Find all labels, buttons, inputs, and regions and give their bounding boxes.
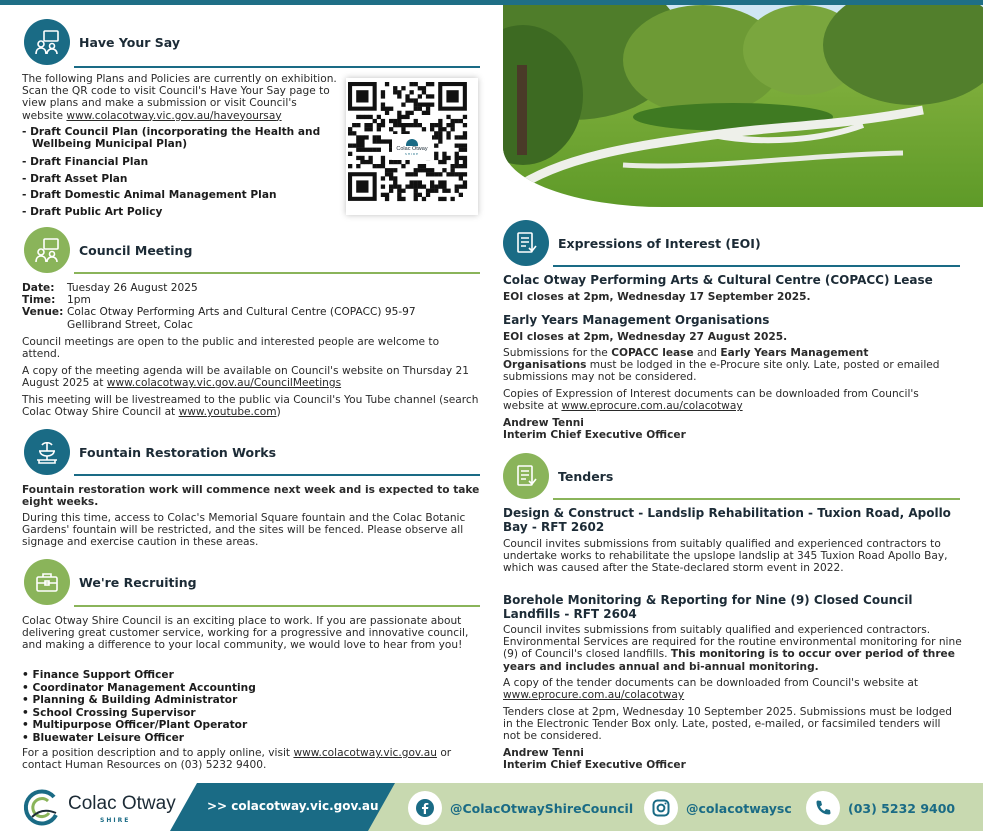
- eoi-copies: Copies of Expression of Interest documents can be downloaded from Council's website at www.eprocure.com.au/colacotway: [503, 388, 919, 413]
- council-website-link[interactable]: www.colacotway.vic.gov.au: [293, 747, 437, 759]
- list-item[interactable]: • Finance Support Officer: [22, 669, 174, 681]
- venue-value: Colac Otway Performing Arts and Cultural Centre (COPACC) 95-97 Gellibrand Street, Colac: [67, 306, 416, 331]
- instagram-link[interactable]: [644, 791, 792, 825]
- meeting-p1: Council meetings are open to the public and interested people are welcome to attend.: [22, 336, 440, 361]
- footer: [0, 783, 983, 831]
- fountain-body: During this time, access to Colac's Memorial Square fountain and the Colac Botanic Gardens' fountain will be restricted, and the sites will be fenced. Please observe all signage and exercise caution in these areas.: [22, 512, 466, 549]
- council-meeting-rule: [74, 272, 480, 274]
- facebook-handle: @ColacOtwayShireCouncil: [450, 800, 634, 816]
- qr-logo-subtext: SHIRE: [404, 151, 420, 156]
- fountain-rule: [74, 474, 480, 476]
- recruiting-intro: Colac Otway Shire Council is an exciting place to work. If you are passionate about delivering great customer service, working for a progressive and innovative council, and making a difference to your local community, we would love to hear from you!: [22, 615, 469, 652]
- positions-list: [22, 669, 422, 744]
- signature-name: Andrew Tenni: [503, 417, 584, 429]
- tender1-title: Design & Construct - Landslip Rehabilitation - Tuxion Road, Apollo Bay - RFT 2602: [503, 506, 951, 534]
- list-item: - Draft Asset Plan: [22, 172, 128, 185]
- eoi-item2-title: Early Years Management Organisations: [503, 313, 770, 327]
- list-item: - Draft Domestic Animal Management Plan: [22, 189, 277, 201]
- qr-logo-text: Colac Otway: [396, 145, 428, 152]
- fountain-title: Fountain Restoration Works: [79, 444, 277, 460]
- list-item[interactable]: • Coordinator Management Accounting: [22, 681, 256, 694]
- recruiting-header: [24, 559, 197, 605]
- tenders-rule: [553, 498, 960, 500]
- tender-signature: [503, 747, 953, 771]
- signature-name: Andrew Tenni: [503, 747, 584, 759]
- phone-link[interactable]: [806, 791, 955, 825]
- venue-label: Venue:: [22, 306, 64, 319]
- facebook-icon: [408, 791, 442, 825]
- recruiting-rule: [74, 605, 480, 607]
- brand-name: Colac Otway: [68, 793, 176, 814]
- tenders-header: [503, 453, 613, 499]
- recruiting-outro: For a position description and to apply online, visit www.colacotway.vic.gov.au or contact Human Resources on (03) 5232 9400.: [22, 747, 452, 772]
- instagram-icon: [644, 791, 678, 825]
- facebook-link[interactable]: [408, 791, 633, 825]
- draft-plans-list-2: [22, 154, 342, 220]
- signature-title: Interim Chief Executive Officer: [503, 429, 686, 442]
- have-your-say-title: Have Your Say: [79, 34, 180, 50]
- tender-copy: A copy of the tender documents can be downloaded from Council's website at www.eprocure.com.au/colacotway: [503, 677, 919, 702]
- have-your-say-header: [24, 19, 180, 65]
- briefcase-icon: [24, 559, 70, 605]
- list-item[interactable]: • School Crossing Supervisor: [22, 706, 196, 719]
- signature-title: Interim Chief Executive Officer: [503, 759, 686, 772]
- have-your-say-intro: The following Plans and Policies are currently on exhibition. Scan the QR code to visit Council's Have Your Say page to view plans and make a submission or visit Council's website www.colacotway.vic.gov.au/haveyoursay: [22, 73, 337, 122]
- list-item[interactable]: • Planning & Building Administrator: [22, 694, 238, 706]
- recruiting-title: We're Recruiting: [79, 574, 197, 590]
- have-your-say-link[interactable]: www.colacotway.vic.gov.au/haveyoursay: [66, 109, 282, 122]
- council-meeting-header: [24, 227, 192, 273]
- council-meetings-link[interactable]: www.colacotway.vic.gov.au/CouncilMeetings: [106, 377, 342, 390]
- botanic-gardens-photo: [503, 5, 983, 207]
- colac-otway-logo-icon: [22, 787, 62, 827]
- eoi-item1-title: Colac Otway Performing Arts & Cultural Centre (COPACC) Lease: [503, 273, 933, 287]
- presentation-icon: [24, 19, 70, 65]
- website-link[interactable]: >> colacotway.vic.gov.au: [207, 799, 379, 813]
- eprocure-link[interactable]: www.eprocure.com.au/colacotway: [503, 689, 685, 702]
- list-item: - Draft Public Art Policy: [22, 205, 163, 218]
- fountain-lead: Fountain restoration work will commence next week and is expected to take eight weeks.: [22, 484, 480, 509]
- list-item[interactable]: • Multipurpose Officer/Plant Operator: [22, 719, 248, 731]
- eprocure-link[interactable]: www.eprocure.com.au/colacotway: [561, 400, 743, 413]
- brand-subtitle: SHIRE: [100, 817, 131, 824]
- list-item: - Draft Financial Plan: [22, 156, 149, 168]
- date-value: Tuesday 26 August 2025: [67, 282, 198, 294]
- qr-logo: [392, 134, 432, 160]
- eoi-item2-close: EOI closes at 2pm, Wednesday 27 August 2025.: [503, 331, 788, 343]
- fountain-header: [24, 429, 276, 475]
- youtube-link[interactable]: www.youtube.com: [178, 406, 277, 419]
- phone-number: (03) 5232 9400: [848, 800, 956, 816]
- tender1-body: Council invites submissions from suitably qualified and experienced contractors to undertake works to rehabilitate the upslope landslip at 345 Tuxion Road Apollo Bay, which was caused after the State-declared storm event in 2022.: [503, 538, 948, 575]
- time-label: Time:: [22, 294, 56, 307]
- eoi-title: Expressions of Interest (EOI): [558, 235, 761, 251]
- phone-icon: [806, 791, 840, 825]
- time-value: 1pm: [67, 294, 91, 307]
- tenders-title: Tenders: [558, 468, 614, 484]
- meeting-details: [22, 282, 478, 331]
- draft-plans-list: [22, 126, 342, 150]
- fountain-icon: [24, 429, 70, 475]
- presentation-icon: [24, 227, 70, 273]
- logo-mark-icon: [406, 139, 418, 146]
- tender2-body: Council invites submissions from suitably qualified and experienced contractors. Environmental Services are required for the routine environmental monitoring for nine (9) of Council's closed landfills. This monitoring is to occur over period of three years and includes annual and bi-annual monitoring.: [503, 624, 962, 673]
- list-item: Wellbeing Municipal Plan): [32, 138, 188, 150]
- instagram-handle: @colacotwaysc: [686, 800, 792, 816]
- meeting-p2: A copy of the meeting agenda will be available on Council's website on Thursday 21 August 2025 at www.colacotway.vic.gov.au/CouncilMeetings: [22, 365, 470, 390]
- document-icon: [503, 220, 549, 266]
- list-item[interactable]: • Bluewater Leisure Officer: [22, 731, 185, 744]
- meeting-p3: This meeting will be livestreamed to the public via Council's You Tube channel (search Colac Otway Shire Council at www.youtube.com): [22, 394, 479, 419]
- eoi-signature: [503, 417, 953, 441]
- date-label: Date:: [22, 282, 55, 294]
- list-item: - Draft Council Plan (incorporating the Health and: [22, 126, 321, 138]
- eoi-item1-close: EOI closes at 2pm, Wednesday 17 September 2025.: [503, 291, 811, 303]
- tender-close: Tenders close at 2pm, Wednesday 10 September 2025. Submissions must be lodged in the Electronic Tender Box only. Late, posted, e-mailed, or facsimiled tenders will not be considered.: [503, 706, 953, 743]
- qr-code[interactable]: [346, 78, 478, 215]
- have-your-say-rule: [74, 66, 480, 68]
- eoi-rule: [553, 265, 960, 267]
- document-icon: [503, 453, 549, 499]
- eoi-submissions: Submissions for the COPACC lease and Early Years Management Organisations must be lodged in the e-Procure site only. Late, posted or emailed submissions may not be considered.: [503, 347, 940, 384]
- eoi-header: [503, 220, 761, 266]
- council-meeting-title: Council Meeting: [79, 242, 193, 258]
- tender2-title: Borehole Monitoring & Reporting for Nine (9) Closed Council Landfills - RFT 2604: [503, 593, 913, 621]
